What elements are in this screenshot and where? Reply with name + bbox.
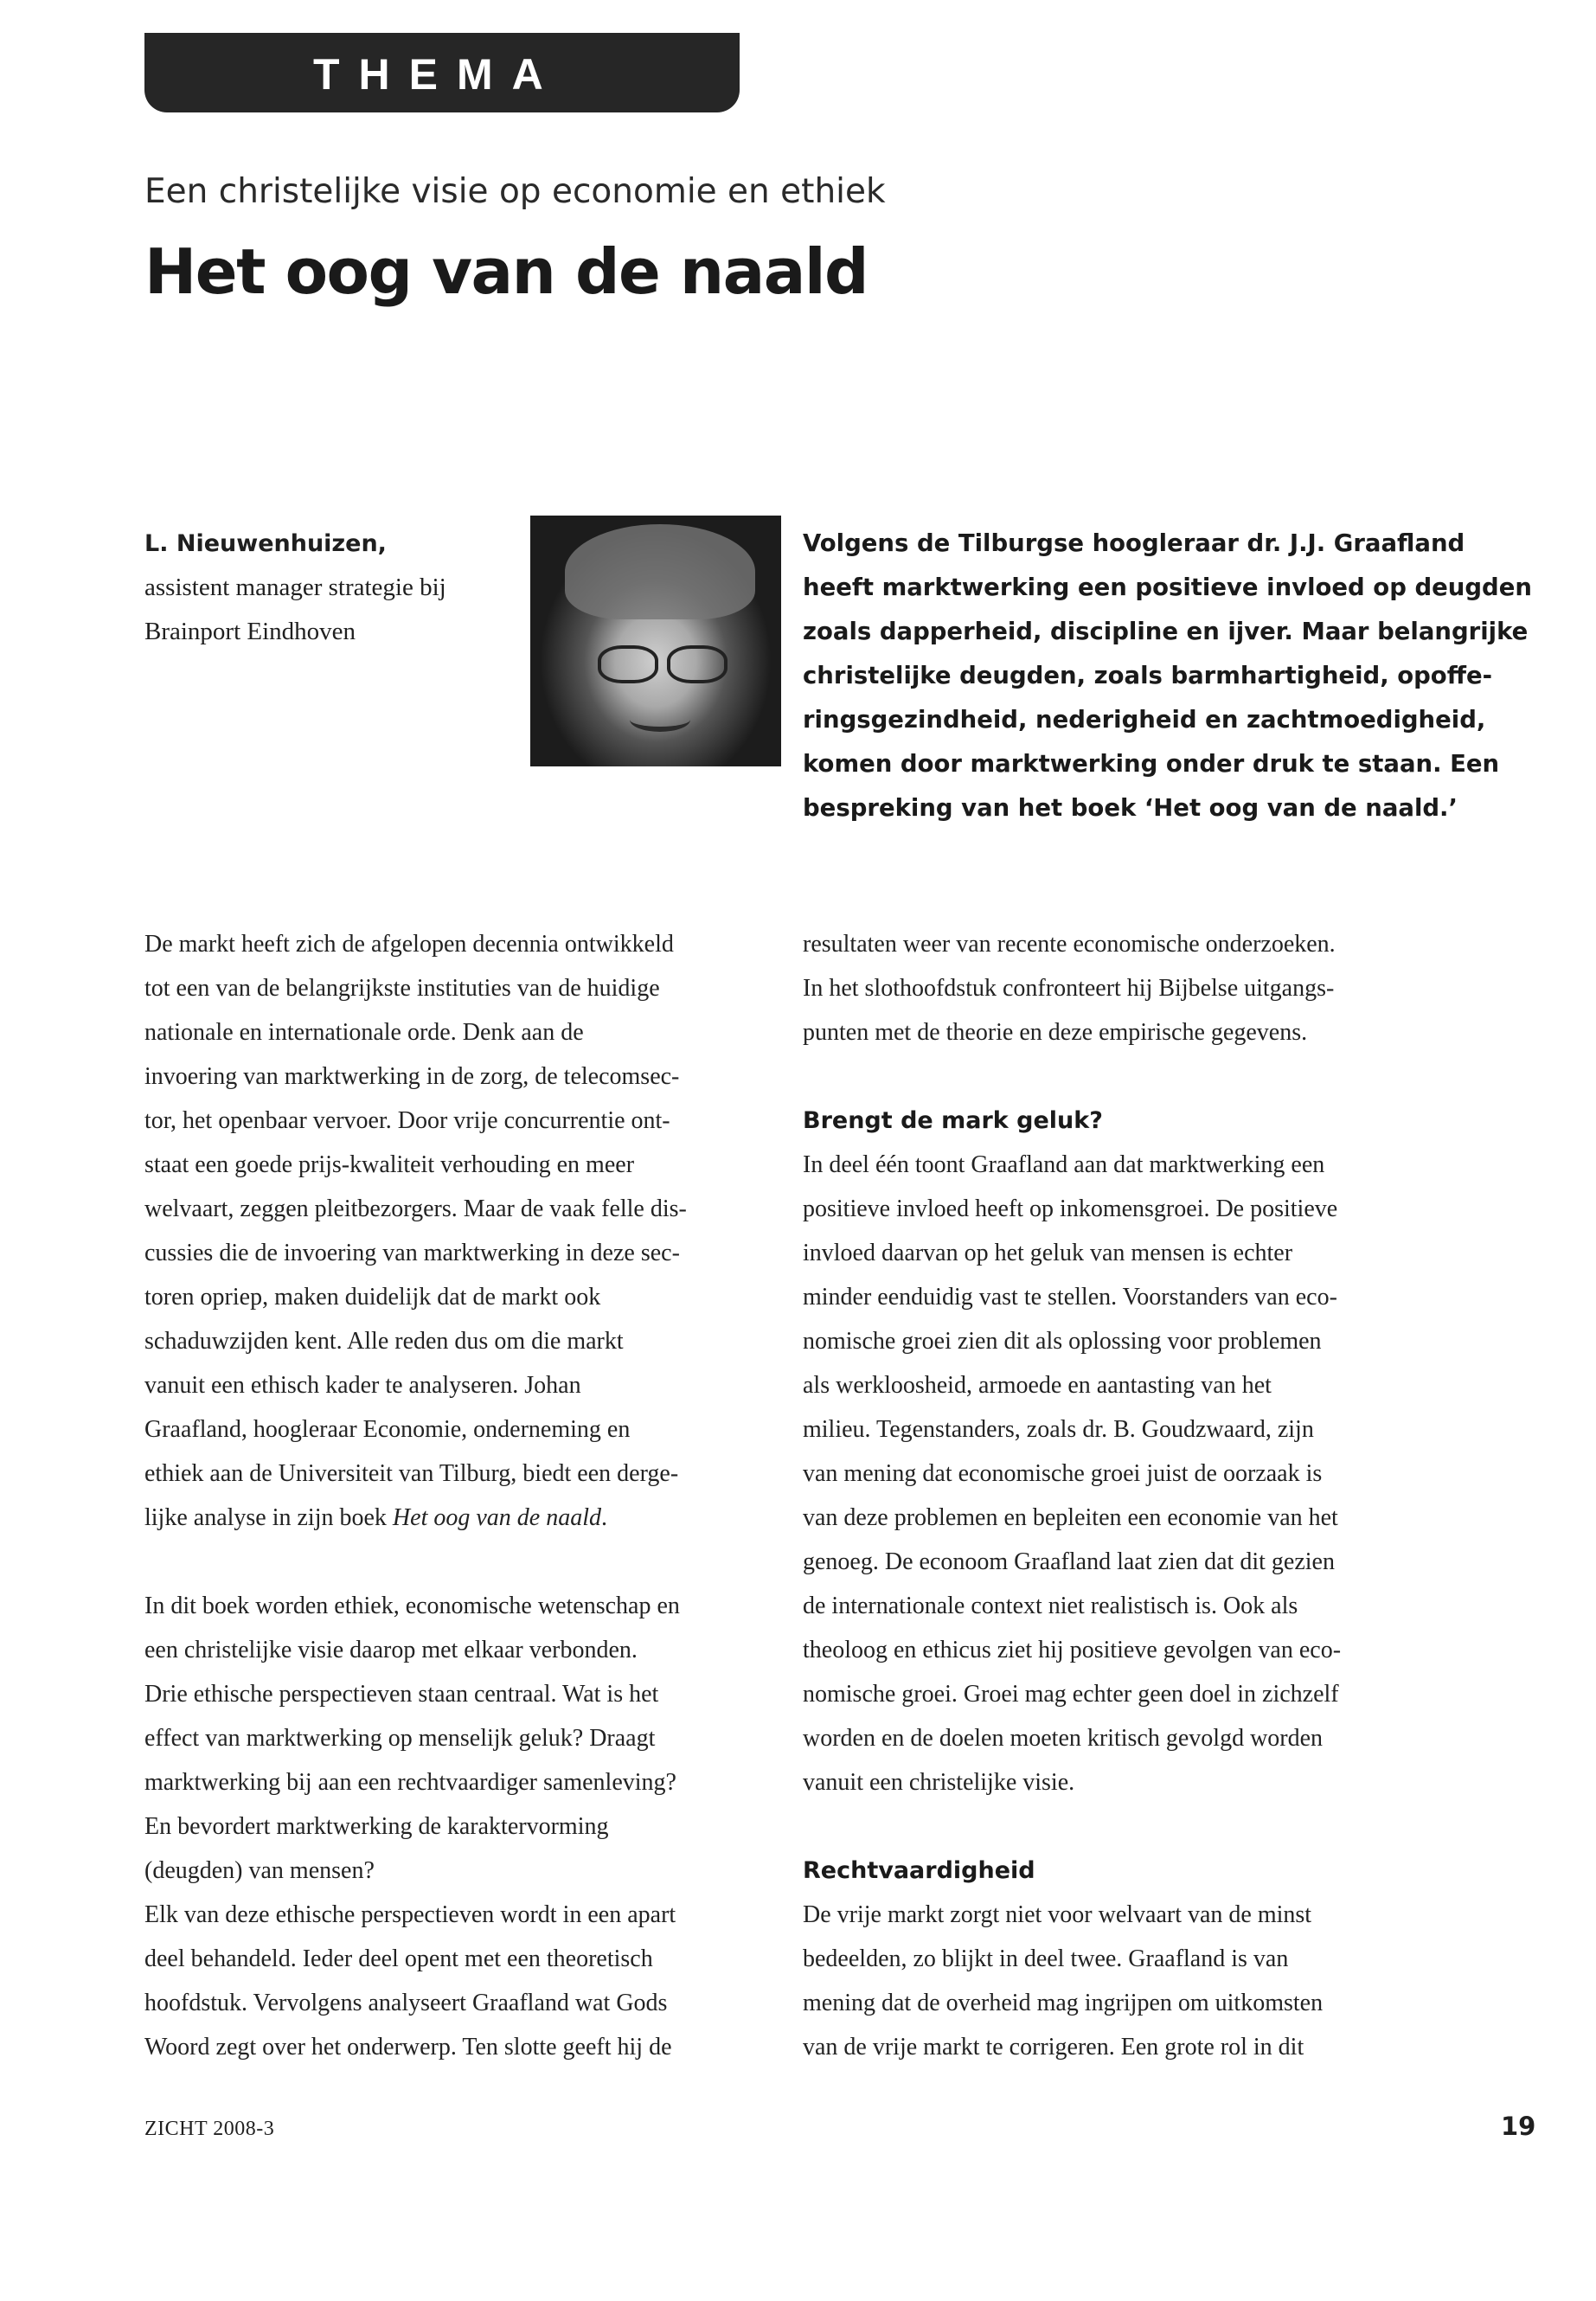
body-line: In deel één toont Graafland aan dat marktwerking een xyxy=(803,1151,1325,1178)
body-line: theoloog en ethicus ziet hij positieve gevolgen van eco- xyxy=(803,1637,1342,1663)
body-column-left xyxy=(144,922,750,2069)
intro-lead xyxy=(803,522,1532,830)
body-line: In het slothoofdstuk confronteert hij Bijbelse uitgangs- xyxy=(803,975,1335,1002)
body-line: minder eenduidig vast te stellen. Voorstanders van eco- xyxy=(803,1284,1337,1311)
body-line: nationale en internationale orde. Denk aan de xyxy=(144,1019,584,1046)
body-line: hoofdstuk. Vervolgens analyseert Graafland wat Gods xyxy=(144,1990,668,2016)
body-line: De vrije markt zorgt niet voor welvaart van de minst xyxy=(803,1901,1312,1928)
body-line: van deze problemen en bepleiten een economie van het xyxy=(803,1504,1338,1531)
intro-line: komen door marktwerking onder druk te staan. Een xyxy=(803,750,1500,778)
body-text: lijke analyse in zijn boek xyxy=(144,1504,393,1531)
photo-hair-shape xyxy=(565,524,755,619)
author-block xyxy=(144,522,508,654)
body-line: Woord zegt over het onderwerp. Ten slotte geeft hij de xyxy=(144,2034,672,2061)
body-line: vanuit een ethisch kader te analyseren. Johan xyxy=(144,1372,581,1399)
section-banner xyxy=(144,33,740,112)
book-title: Het oog van de naald xyxy=(392,1504,601,1531)
body-line: marktwerking bij aan een rechtvaardiger samenleving? xyxy=(144,1769,676,1796)
author-role-line: assistent manager strategie bij xyxy=(144,574,446,601)
body-line: positieve invloed heeft op inkomensgroei. De positieve xyxy=(803,1195,1338,1222)
author-role-line: Brainport Eindhoven xyxy=(144,618,356,645)
body-line: milieu. Tegenstanders, zoals dr. B. Goudzwaard, zijn xyxy=(803,1416,1314,1443)
body-line xyxy=(144,1496,750,1540)
intro-line: ringsgezindheid, nederigheid en zachtmoedigheid, xyxy=(803,706,1486,734)
intro-line: Volgens de Tilburgse hoogleraar dr. J.J. Graafland xyxy=(803,529,1465,557)
section-label: THEMA xyxy=(313,50,562,99)
body-line: In dit boek worden ethiek, economische wetenschap en xyxy=(144,1593,680,1619)
intro-line: zoals dapperheid, discipline en ijver. Maar belangrijke xyxy=(803,618,1529,645)
body-line: punten met de theorie en deze empirische gegevens. xyxy=(803,1019,1308,1046)
section-heading-rechtvaardigheid: Rechtvaardigheid xyxy=(803,1857,1035,1884)
photo-smile-shape xyxy=(630,708,690,732)
body-line: bedeelden, zo blijkt in deel twee. Graafland is van xyxy=(803,1945,1289,1972)
publication-label: ZICHT 2008-3 xyxy=(144,2118,275,2140)
body-line: Graafland, hoogleraar Economie, onderneming en xyxy=(144,1416,631,1443)
body-line: En bevordert marktwerking de karaktervorming xyxy=(144,1813,609,1840)
body-line: deel behandeld. Ieder deel opent met een theoretisch xyxy=(144,1945,653,1972)
body-line: Drie ethische perspectieven staan centraal. Wat is het xyxy=(144,1681,659,1708)
body-line: tot een van de belangrijkste instituties van de huidige xyxy=(144,975,660,1002)
body-line: staat een goede prijs-kwaliteit verhouding en meer xyxy=(144,1151,635,1178)
body-line: invoering van marktwerking in de zorg, de telecomsec- xyxy=(144,1063,680,1090)
photo-glasses-right xyxy=(667,645,727,683)
body-line: worden en de doelen moeten kritisch gevolgd worden xyxy=(803,1725,1324,1752)
body-line: nomische groei. Groei mag echter geen doel in zichzelf xyxy=(803,1681,1339,1708)
body-line: een christelijke visie daarop met elkaar verbonden. xyxy=(144,1637,638,1663)
paragraph-gap xyxy=(803,1804,1426,1849)
paragraph-gap xyxy=(144,1540,750,1584)
body-column-right xyxy=(803,922,1426,2069)
author-photo xyxy=(530,516,781,766)
body-line: de internationale context niet realistisch is. Ook als xyxy=(803,1593,1298,1619)
body-line: welvaart, zeggen pleitbezorgers. Maar de vaak felle dis- xyxy=(144,1195,687,1222)
page-number: 19 xyxy=(1501,2112,1536,2141)
body-line: invloed daarvan op het geluk van mensen is echter xyxy=(803,1240,1293,1266)
body-line: effect van marktwerking op menselijk geluk? Draagt xyxy=(144,1725,656,1752)
author-name: L. Nieuwenhuizen, xyxy=(144,530,387,557)
body-text: . xyxy=(600,1504,607,1531)
body-line: De markt heeft zich de afgelopen decennia ontwikkeld xyxy=(144,931,674,958)
photo-glasses-left xyxy=(598,645,658,683)
body-line: schaduwzijden kent. Alle reden dus om die markt xyxy=(144,1328,624,1355)
body-line: toren opriep, maken duidelijk dat de markt ook xyxy=(144,1284,601,1311)
body-line: van de vrije markt te corrigeren. Een grote rol in dit xyxy=(803,2034,1304,2061)
body-line: mening dat de overheid mag ingrijpen om uitkomsten xyxy=(803,1990,1324,2016)
body-line: vanuit een christelijke visie. xyxy=(803,1769,1075,1796)
body-line: genoeg. De econoom Graafland laat zien dat dit gezien xyxy=(803,1548,1335,1575)
intro-line: heeft marktwerking een positieve invloed op deugden xyxy=(803,574,1532,601)
body-line: (deugden) van mensen? xyxy=(144,1857,375,1884)
body-line: Elk van deze ethische perspectieven wordt in een apart xyxy=(144,1901,676,1928)
body-line: als werkloosheid, armoede en aantasting van het xyxy=(803,1372,1272,1399)
paragraph-gap xyxy=(803,1054,1426,1099)
body-line: tor, het openbaar vervoer. Door vrije concurrentie ont- xyxy=(144,1107,670,1134)
section-heading-geluk: Brengt de mark geluk? xyxy=(803,1107,1103,1134)
article-title: Het oog van de naald xyxy=(144,235,869,308)
body-line: van mening dat economische groei juist de oorzaak is xyxy=(803,1460,1323,1487)
body-line: ethiek aan de Universiteit van Tilburg, biedt een derge- xyxy=(144,1460,679,1487)
body-line: nomische groei zien dit als oplossing voor problemen xyxy=(803,1328,1322,1355)
body-line: resultaten weer van recente economische onderzoeken. xyxy=(803,931,1336,958)
article-kicker: Een christelijke visie op economie en ethiek xyxy=(144,172,886,211)
body-line: cussies die de invoering van marktwerking in deze sec- xyxy=(144,1240,680,1266)
intro-line: christelijke deugden, zoals barmhartigheid, opoffe- xyxy=(803,662,1493,689)
intro-line: bespreking van het boek ‘Het oog van de naald.’ xyxy=(803,794,1458,822)
